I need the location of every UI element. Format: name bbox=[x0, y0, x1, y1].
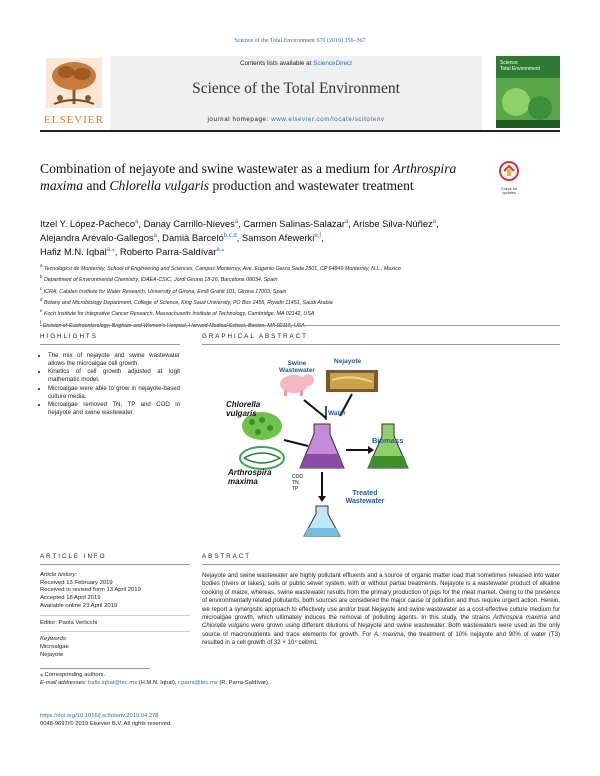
author-name[interactable]: Roberto Parra-Saldívar bbox=[119, 246, 217, 258]
graphical-abstract-heading: GRAPHICAL ABSTRACT bbox=[202, 333, 308, 340]
corresponding-note: ⁎ Corresponding authors. bbox=[40, 672, 106, 678]
author-affiliation-marker[interactable]: a,⁎ bbox=[106, 247, 115, 254]
journal-cover[interactable] bbox=[496, 56, 560, 128]
arthrospira-label: Arthrospira maxima bbox=[228, 468, 272, 486]
author-affiliation-marker[interactable]: e,f bbox=[314, 233, 321, 240]
journal-reference[interactable]: Science of the Total Environment 676 (2019) 356–367 bbox=[234, 38, 366, 44]
pig-icon bbox=[280, 374, 314, 396]
affiliation bbox=[40, 262, 560, 273]
graphical-abstract-rule bbox=[202, 344, 560, 345]
doi-link[interactable]: https://doi.org/10.1016/j.scitotenv.2019.04.278 bbox=[40, 713, 159, 719]
abstract-heading: ABSTRACT bbox=[202, 553, 252, 560]
author-affiliation-marker[interactable]: a bbox=[234, 219, 239, 225]
article-info-heading: ARTICLE INFO bbox=[40, 553, 107, 560]
treated-water-flask-icon bbox=[304, 506, 340, 536]
affiliation-text: Koch Institute for Integrative Cancer Research, Massachusetts Institute of Technology, Cambridge, MA 02142, USA bbox=[43, 311, 315, 318]
author-affiliation-marker[interactable]: a bbox=[344, 219, 349, 225]
contents-prefix: Contents lists available at bbox=[239, 60, 314, 67]
keyword: Nejayote bbox=[40, 651, 64, 658]
check-for-updates-button[interactable] bbox=[494, 160, 524, 196]
author-name[interactable]: Itzel Y. López-Pacheco bbox=[40, 218, 136, 230]
author-separator: , bbox=[348, 218, 353, 230]
affiliation bbox=[40, 296, 560, 307]
email-link[interactable]: hafiz.iqbal@tec.mx bbox=[88, 679, 138, 686]
editor: Editor: Paola Verlicchi bbox=[40, 619, 98, 626]
author-affiliation-marker[interactable]: a bbox=[153, 233, 157, 240]
affiliation-marker: c bbox=[40, 285, 43, 291]
article-title: Combination of nejayote and swine wastewater as a medium for Arthrospira maxima and Chlorella vulgaris production and wastewater treatment bbox=[40, 161, 457, 193]
bottom-info bbox=[40, 712, 560, 728]
affiliation-marker: d bbox=[40, 297, 43, 303]
water-label: Water bbox=[328, 410, 346, 417]
affiliation-text: Department of Environmental Chemistry, IDAEA-CSIC, Jordi Girona 18-26, Barcelona 08034, Spain bbox=[43, 277, 278, 284]
highlights-rule bbox=[40, 344, 180, 345]
revised-date: Received in revised form 13 April 2019 bbox=[40, 587, 141, 594]
author-name[interactable]: Samson Afewerki bbox=[241, 232, 315, 244]
abstract-rule bbox=[202, 564, 560, 565]
history-label: Article history: bbox=[40, 572, 77, 578]
affiliation-marker: b bbox=[40, 274, 43, 280]
affiliation-text: Botany and Microbiology Department, College of Science, King Saud University, PO Box 2455, Riyadh 11451, Saudi Arabia bbox=[43, 299, 333, 306]
treated-wastewater-label: Treated Wastewater bbox=[345, 490, 385, 505]
nejayote-tray-icon bbox=[326, 370, 378, 392]
swine-wastewater-label: Swine Wastewater bbox=[279, 360, 315, 374]
keywords-label: Keywords: bbox=[40, 636, 68, 643]
sciencedirect-link[interactable]: ScienceDirect bbox=[313, 60, 352, 67]
affiliation-marker: a bbox=[40, 263, 43, 268]
elsevier-logo bbox=[40, 56, 108, 128]
info-divider-2 bbox=[40, 627, 190, 632]
author-affiliation-marker[interactable]: a,⁎ bbox=[216, 247, 225, 254]
author-affiliation-marker[interactable]: a bbox=[432, 219, 437, 225]
arthrospira-icon bbox=[240, 447, 284, 469]
check-updates-icon bbox=[494, 160, 524, 182]
online-date: Available online 23 April 2019 bbox=[40, 602, 118, 609]
affiliation-text: ICRA, Catalan Institute for Water Research, University of Girona, Emili Grahit 101, Girona 17003, Spain bbox=[43, 288, 287, 295]
abstract-text: Nejayote and swine wastewater are highly pollutant effluents and a source of organic matter load that sometimes released into water bodies (rivers or lakes), soils or public sewer system, with or without partial treatments. Nejayote is a wastewater product of alkaline cooking of maize, whereas, swine wastewater results from the primary production of pigs for the meat market. Owing to the presence of environmentally related pollutants, both sources are considered the major cause of pollution and thus require urgent action. Herein, we report a synergistic approach to effectively use and/or treat Nejayote and swine wastewater as a cost-effective culture medium for microalgae growth, which ultimately induces the removal of polluting agents. In this study, the strains Arthrospira maxima and Chlorella vulgaris were grown using different dilutions of Nejayote and swine wastewater. Both wastewaters were used as the only source of macronutrients and trace elements for growth. For A. maxima, the treatment of 10% nejayote and 90% of water (T3) resulted in a cell growth of 32 × 10⁴ cell/mL bbox=[202, 573, 561, 647]
footnote-rule bbox=[40, 668, 150, 669]
pollutant-labels: COD TN TP bbox=[292, 474, 304, 492]
publisher-name: ELSEVIER bbox=[44, 114, 104, 126]
author-separator: , bbox=[236, 232, 242, 244]
author-name[interactable]: Danay Carrillo-Nieves bbox=[143, 218, 235, 230]
chlorella-label: Chlorella vulgaris bbox=[226, 400, 261, 418]
footnote bbox=[40, 672, 560, 687]
highlight-item: • Microalgae removed TN, TP and COD in nejayote and swine wastewater. bbox=[48, 401, 180, 416]
accepted-date: Accepted 18 April 2019 bbox=[40, 595, 101, 602]
author-separator: , bbox=[321, 232, 324, 244]
biomass-label: Biomass bbox=[372, 436, 404, 445]
affiliation-list bbox=[40, 262, 560, 330]
author-name[interactable]: Carmen Salinas-Salazar bbox=[243, 218, 345, 230]
highlight-item: • The mix of nejayote and swine wastewater allows the microalgae cell growth. bbox=[48, 352, 180, 367]
header-rule bbox=[40, 130, 560, 132]
author-list bbox=[40, 216, 560, 258]
copyright: 0048-9697/© 2019 Elsevier B.V. All rights reserved. bbox=[40, 721, 172, 727]
contents-line bbox=[110, 60, 482, 67]
received-date: Received 13 February 2019 bbox=[40, 579, 113, 586]
author-separator: , bbox=[114, 246, 120, 258]
check-updates-label: Check for updates bbox=[500, 187, 518, 196]
affiliation bbox=[40, 273, 560, 284]
highlight-item: • Kinetics of cell growth adjusted at logit mathematic model. bbox=[48, 368, 180, 383]
author-affiliation-marker[interactable]: a bbox=[135, 219, 139, 225]
biomass-flask-icon bbox=[368, 424, 408, 468]
affiliation-marker: e bbox=[40, 308, 43, 314]
author-name[interactable]: Hafiz M.N. Iqbal bbox=[40, 246, 107, 258]
nejayote-label: Nejayote bbox=[334, 358, 362, 365]
journal-homepage bbox=[110, 116, 482, 123]
highlight-item: • Microalgae were able to grow in nejayote-based culture media. bbox=[48, 385, 180, 400]
homepage-link[interactable]: www.elsevier.com/locate/scitotenv bbox=[271, 116, 385, 123]
affiliation-marker: f bbox=[40, 319, 42, 325]
email-line: E-mail addresses: hafiz.iqbal@tec.mx (H.M.N. Iqbal), r.parra@tec.mx (R. Parra-Saldívar). bbox=[40, 679, 270, 686]
affiliation bbox=[40, 285, 560, 296]
affiliations-rule bbox=[40, 325, 560, 326]
author-name[interactable]: Alejandra Arévalo-Gallegos bbox=[40, 232, 154, 244]
author-name[interactable]: Damià Barceló bbox=[162, 232, 224, 244]
email-link[interactable]: r.parra@tec.mx bbox=[178, 679, 218, 686]
article-info-rule bbox=[40, 564, 190, 565]
author-separator: , bbox=[138, 218, 144, 230]
graphical-abstract-figure bbox=[222, 350, 522, 550]
homepage-prefix: journal homepage: bbox=[207, 116, 272, 123]
article-info bbox=[40, 572, 190, 659]
keyword: Microalgae bbox=[40, 643, 69, 650]
author-separator: , bbox=[238, 218, 244, 230]
journal-title[interactable]: Science of the Total Environment bbox=[192, 80, 400, 97]
author-affiliation-marker[interactable]: b,c,d bbox=[223, 233, 237, 240]
highlights-heading: HIGHLIGHTS bbox=[40, 333, 98, 340]
author-separator: , bbox=[436, 218, 439, 230]
cover-title: Science Total Environment bbox=[500, 60, 541, 72]
author-separator: , bbox=[156, 232, 163, 244]
info-divider bbox=[40, 611, 190, 616]
affiliation-text: Tecnologico de Monterrey, School of Engineering and Sciences, Campus Monterrey, Ave. Eugenio Garza Sada 2501, CP 64849 Monterrey, N.L., Mexico bbox=[43, 265, 401, 272]
affiliation bbox=[40, 307, 560, 318]
author-name[interactable]: Arisbe Silva-Núñez bbox=[353, 218, 433, 230]
highlights-list bbox=[40, 352, 180, 418]
graphical-abstract-svg bbox=[222, 350, 522, 550]
